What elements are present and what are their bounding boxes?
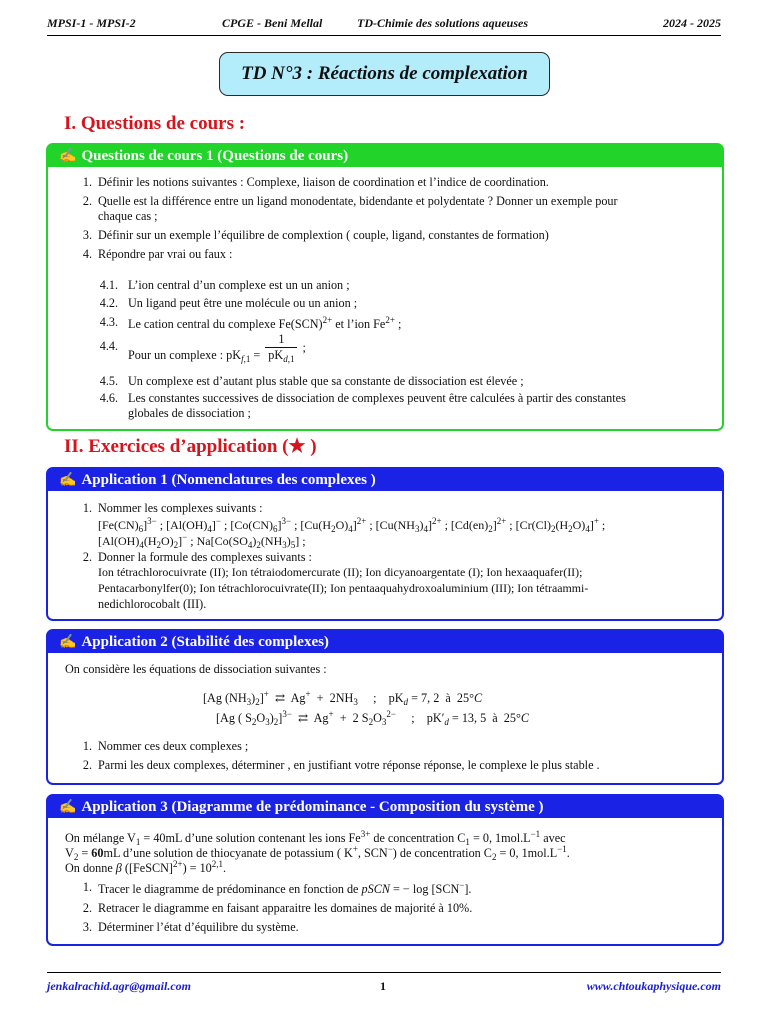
item-number: 3. xyxy=(82,920,92,934)
statement-line: On mélange $V_1 = 40mL$ d’une solution contenant les ions $Fe^{3+}$ de concentration $C_1 = 0$, $1mol.L^{-1}$ avec xyxy=(65,829,566,847)
list-item: Définir les notions suivantes : Complexe, liaison de coordination et l’indice de coordination. xyxy=(98,175,549,189)
box-header-label: Application 3 (Diagramme de prédominance - Composition du système ) xyxy=(81,799,544,815)
footer-email[interactable]: jenkalrachid.agr@gmail.com xyxy=(47,979,191,993)
list-item: Nommer ces deux complexes ; xyxy=(98,739,249,753)
questions-de-cours-box xyxy=(46,143,724,431)
box-header-label: Application 1 (Nomenclatures des complexes ) xyxy=(81,472,376,488)
item-number: 2. xyxy=(82,758,92,772)
subitem: Un ligand peut être une molécule ou un anion ; xyxy=(128,296,358,310)
subitem: Pour un complexe : $pK_{f,1}$ = $\frac{1}{pK_{d,1}}$ ; xyxy=(128,332,306,365)
item-number: 2. xyxy=(82,550,92,564)
subitem-number: 4.1. xyxy=(99,278,118,292)
list-item: Répondre par vrai ou faux : xyxy=(98,247,233,261)
fraction: $\frac{1}{pK_{d,1}}$ xyxy=(265,332,297,366)
statement-line: $V_2 = 60mL$ d’une solution de thiocyanate de potassium ( K+, SCN−) de concentration $C_2 = 0$, $1mol.L^{-1}$. xyxy=(65,844,570,862)
box-header xyxy=(48,796,722,818)
application-2-box xyxy=(46,629,724,785)
list-item-text: Tracer le diagramme de prédominance en fonction de xyxy=(98,882,359,896)
item-number: 1. xyxy=(82,880,92,894)
subitem-number: 4.4. xyxy=(99,339,118,353)
subitem: Les constantes successives de dissociation de complexes peuvent être calculées à partir des constantes xyxy=(128,391,626,405)
pencil-icon: ✍ xyxy=(59,149,77,164)
complex-formulas: $[Fe(CN)_6]^{3-}$ ; $[Al(OH)_4]^-$ ; $[Co(CN)_6]^{3-}$ ; $[Cu(H_2O)_4]^{2+}$ ; $[Cu(NH_3)_4]^{2+}$ ; $[Cd(en)_2]^{2+}$ ; $[Cr(Cl)_2(H_2O)_4]^+$ ; xyxy=(98,516,606,534)
application-1-box xyxy=(46,467,724,621)
pencil-icon: ✍ xyxy=(59,473,77,488)
item-number: 1. xyxy=(82,501,92,515)
subitem: Un complexe est d’autant plus stable que sa constante de dissociation est élevée ; xyxy=(128,374,524,388)
header-year: 2024 - 2025 xyxy=(663,16,721,30)
equation-1: [Ag $(NH_3)_2]^+$ ⇄ $Ag^+ + 2NH_3$ ; $pK_d = 7$, 2 à 25°C xyxy=(203,689,483,707)
list-item-cont: Pentacarbonylfer(0); Ion tétrachlorocuivrate(II); Ion pentaaquahydroxoaluminium (III); Ion tétraammi- xyxy=(98,581,589,595)
item-number: 1. xyxy=(82,739,92,753)
list-item: Tracer le diagramme de prédominance en fonction de pSCN = − log [SCN−]. xyxy=(98,880,472,896)
subitem-number: 4.3. xyxy=(99,315,118,329)
box-header xyxy=(48,469,722,491)
subitem-number: 4.2. xyxy=(99,296,118,310)
list-item: Définir sur un exemple l’équilibre de complextion ( couple, ligand, constantes de formation) xyxy=(98,228,549,242)
list-item-cont: Ion tétrachlorocuivrate (II); Ion tétraiodomercurate (II); Ion dicyanoargentate (I); Ion hexaaquafer(II); xyxy=(98,565,583,579)
box-header xyxy=(48,145,722,167)
subitem-text: Pour un complexe : pK xyxy=(128,347,242,362)
header-course: TD-Chimie des solutions aqueuses xyxy=(357,16,529,30)
equation-2: [Ag ( $S_2O_3)_2]^{3-}$ ⇄ Ag+ + 2 $S_2O_3^{2-}$ ; $pK'_d = 13$, 5 à 25°C xyxy=(216,709,530,727)
subitem-number: 4.5. xyxy=(99,374,118,388)
section-heading-cours: I. Questions de cours : xyxy=(64,113,246,134)
header-school: CPGE - Beni Mellal xyxy=(222,16,323,30)
pencil-icon: ✍ xyxy=(59,635,77,650)
application-3-box xyxy=(46,794,724,946)
list-item: Parmi les deux complexes, déterminer , en justifiant votre réponse réponse, le complexe le plus stable . xyxy=(98,758,600,772)
intro-text: On considère les équations de dissociation suivantes : xyxy=(65,662,327,676)
list-item: Déterminer l’état d’équilibre du système. xyxy=(98,920,299,934)
list-item-cont: nedichlorocobalt (III). xyxy=(98,597,207,611)
header-classes: MPSI-1 - MPSI-2 xyxy=(47,16,136,30)
item-number: 1. xyxy=(82,175,92,189)
list-item: Donner la formule des complexes suivants : xyxy=(98,550,312,564)
list-item: Retracer le diagramme en faisant apparaitre les domaines de majorité à 10%. xyxy=(98,901,473,915)
header-rule xyxy=(47,35,721,36)
statement-line: On donne β ([FeSCN]$^{2+}$) = $10^{2,1}$. xyxy=(65,859,227,875)
list-item: Nommer les complexes suivants : xyxy=(98,501,263,515)
page-number: 1 xyxy=(380,979,386,993)
box-header xyxy=(48,631,722,653)
section-heading-exercices: II. Exercices d’application (★ ) xyxy=(64,436,317,457)
item-number: 2. xyxy=(82,194,92,208)
box-header-label: Questions de cours 1 (Questions de cours) xyxy=(81,148,349,164)
subitem-text: Le cation central du complexe Fe(SCN) xyxy=(128,317,323,331)
page-header xyxy=(47,16,721,34)
page-title: TD N°3 : Réactions de complexation xyxy=(219,52,550,96)
item-number: 4. xyxy=(82,247,92,261)
item-number: 2. xyxy=(82,901,92,915)
subitem-cont: globales de dissociation ; xyxy=(128,406,251,420)
box-header-label: Application 2 (Stabilité des complexes) xyxy=(81,634,329,650)
subitem: L’ion central d’un complexe est un un anion ; xyxy=(128,278,350,292)
footer-website[interactable]: www.chtoukaphysique.com xyxy=(586,979,721,993)
list-item-cont: chaque cas ; xyxy=(98,209,158,223)
list-item: Quelle est la différence entre un ligand monodentate, bidendante et polydentate ? Donner un exemple pour xyxy=(98,194,618,208)
item-number: 3. xyxy=(82,228,92,242)
complex-formulas: $[Al(OH)_4(H_2O)_2]^-$ ; $Na[Co(SO_4)_2(NH_3)_5]$ ; xyxy=(98,532,306,550)
footer-rule xyxy=(47,972,721,973)
pencil-icon: ✍ xyxy=(59,800,77,815)
subitem-number: 4.6. xyxy=(99,391,118,405)
subitem: Le cation central du complexe Fe(SCN)$^{2+}$ et l’ion $Fe^{2+}$ ; xyxy=(128,315,402,331)
